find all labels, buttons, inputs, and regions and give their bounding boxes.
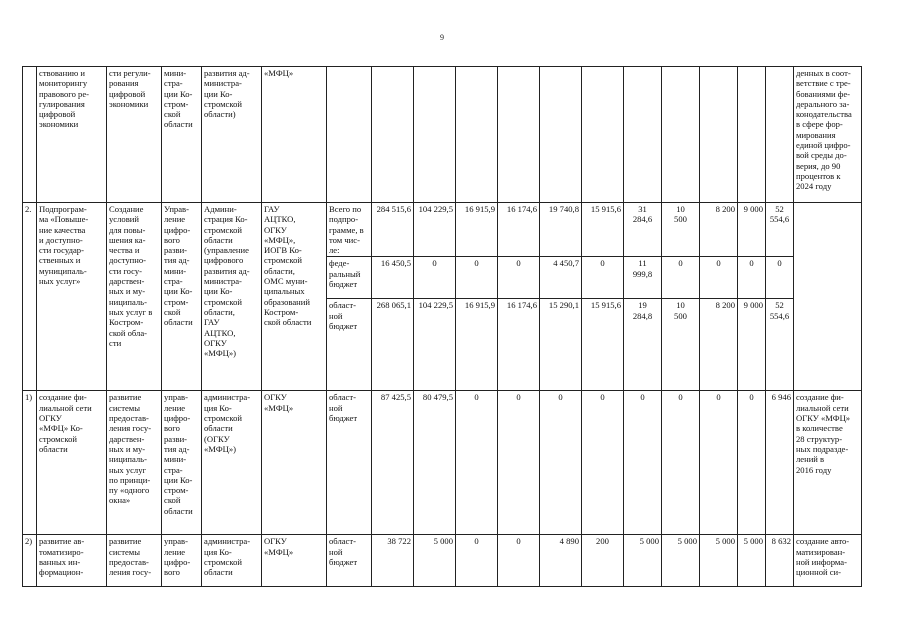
value-cell: 0 xyxy=(498,535,540,587)
activity-row xyxy=(23,535,862,587)
value-cell: 0 xyxy=(498,257,540,299)
value-cell: 19 284,8 xyxy=(624,299,662,391)
continuation-row xyxy=(23,67,862,203)
value-cell: 9 000 xyxy=(738,299,766,391)
value-cell: 0 xyxy=(738,391,766,535)
activity-row xyxy=(23,391,862,535)
coexecutor-cell: управ- ление цифро- вого xyxy=(162,535,202,587)
value-cell: 0 xyxy=(700,391,738,535)
responsible-cell: администра- ция Ко- стромской области (ОГКУ «МФЦ») xyxy=(202,391,262,535)
value-cell xyxy=(582,67,624,203)
page-number: 9 xyxy=(440,33,444,42)
value-cell: 16 450,5 xyxy=(372,257,414,299)
value-cell: 268 065,1 xyxy=(372,299,414,391)
value-cell: 0 xyxy=(766,257,794,299)
index-cell xyxy=(23,67,37,203)
activity-name-cell: создание фи- лиальной сети ОГКУ «МФЦ» Ко- стромской области xyxy=(37,391,107,535)
value-cell: 16 174,6 xyxy=(498,203,540,257)
value-cell xyxy=(456,67,498,203)
result-cell: создание фи- лиальной сети ОГКУ «МФЦ» в количестве 28 структур- ных подразде- лений в 2016 году xyxy=(794,391,862,535)
program-budget-table xyxy=(22,66,862,587)
value-cell: 15 915,6 xyxy=(582,299,624,391)
value-cell: 4 890 xyxy=(540,535,582,587)
value-cell: 0 xyxy=(738,257,766,299)
value-cell xyxy=(414,67,456,203)
value-cell: 200 xyxy=(582,535,624,587)
participant-cell: «МФЦ» xyxy=(262,67,327,203)
value-cell xyxy=(372,67,414,203)
value-cell: 19 740,8 xyxy=(540,203,582,257)
value-cell: 10 500 xyxy=(662,299,700,391)
value-cell xyxy=(766,67,794,203)
value-cell: 15 290,1 xyxy=(540,299,582,391)
result-cell xyxy=(794,203,862,391)
value-cell: 5 000 xyxy=(662,535,700,587)
value-cell: 16 174,6 xyxy=(498,299,540,391)
source-cell: феде- ральный бюджет xyxy=(327,257,372,299)
coexecutor-cell: Управ- ление цифро- вого разви- тия ад- мини- стра- ции Ко- стром- ской области xyxy=(162,203,202,391)
value-cell: 5 000 xyxy=(700,535,738,587)
participant-cell: ГАУ АЦТКО, ОГКУ «МФЦ», ИОГВ Ко- стромской области, ОМС муни- ципальных образований Костром- ской области xyxy=(262,203,327,391)
responsible-cell: Админи- страция Ко- стромской области (управление цифрового развития ад- министра- ции Ко- стромской области, ГАУ АЦТКО, ОГКУ «МФЦ») xyxy=(202,203,262,391)
coexecutor-cell: управ- ление цифро- вого разви- тия ад- мини- стра- ции Ко- стром- ской области xyxy=(162,391,202,535)
value-cell xyxy=(498,67,540,203)
value-cell: 5 000 xyxy=(624,535,662,587)
value-cell: 10 500 xyxy=(662,203,700,257)
responsible-cell: администра- ция Ко- стромской области xyxy=(202,535,262,587)
index-cell: 1) xyxy=(23,391,37,535)
value-cell: 8 200 xyxy=(700,299,738,391)
coexecutor-cell: мини- стра- ции Ко- стром- ской области xyxy=(162,67,202,203)
value-cell: 0 xyxy=(414,257,456,299)
goal-cell: сти регули- рования цифровой экономики xyxy=(107,67,162,203)
value-cell: 0 xyxy=(582,391,624,535)
value-cell: 104 229,5 xyxy=(414,299,456,391)
subprogram-row-total xyxy=(23,203,862,257)
value-cell xyxy=(662,67,700,203)
value-cell: 16 915,9 xyxy=(456,299,498,391)
value-cell: 0 xyxy=(582,257,624,299)
value-cell: 52 554,6 xyxy=(766,203,794,257)
value-cell: 80 479,5 xyxy=(414,391,456,535)
value-cell: 0 xyxy=(700,257,738,299)
value-cell: 0 xyxy=(498,391,540,535)
value-cell xyxy=(738,67,766,203)
value-cell: 11 999,8 xyxy=(624,257,662,299)
value-cell xyxy=(624,67,662,203)
value-cell: 87 425,5 xyxy=(372,391,414,535)
subprogram-name-cell: Подпрограм- ма «Повыше- ние качества и доступно- сти государ- ственных и муниципаль- ных услуг» xyxy=(37,203,107,391)
value-cell: 0 xyxy=(456,535,498,587)
value-cell: 0 xyxy=(662,257,700,299)
source-cell: област- ной бюджет xyxy=(327,299,372,391)
goal-cell: развитие системы предостав- ления госу- дарствен- ных и му- ниципаль- ных услуг по принци- пу «одного окна» xyxy=(107,391,162,535)
value-cell: 52 554,6 xyxy=(766,299,794,391)
participant-cell: ОГКУ «МФЦ» xyxy=(262,391,327,535)
value-cell: 31 284,6 xyxy=(624,203,662,257)
source-cell: област- ной бюджет xyxy=(327,391,372,535)
value-cell: 16 915,9 xyxy=(456,203,498,257)
value-cell: 0 xyxy=(456,391,498,535)
responsible-cell: развития ад- министра- ции Ко- стромской области) xyxy=(202,67,262,203)
value-cell: 0 xyxy=(624,391,662,535)
activity-name-cell: развитие ав- томатизиро- ванных ин- формацион- xyxy=(37,535,107,587)
value-cell: 284 515,6 xyxy=(372,203,414,257)
value-cell: 0 xyxy=(662,391,700,535)
value-cell xyxy=(700,67,738,203)
value-cell xyxy=(540,67,582,203)
value-cell: 9 000 xyxy=(738,203,766,257)
index-cell: 2) xyxy=(23,535,37,587)
participant-cell: ОГКУ «МФЦ» xyxy=(262,535,327,587)
result-cell: создание авто- матизирован- ной информа- ционной си- xyxy=(794,535,862,587)
value-cell: 5 000 xyxy=(414,535,456,587)
value-cell: 6 946 xyxy=(766,391,794,535)
value-cell: 15 915,6 xyxy=(582,203,624,257)
index-cell: 2. xyxy=(23,203,37,391)
value-cell: 0 xyxy=(456,257,498,299)
goal-cell: развитие системы предостав- ления госу- xyxy=(107,535,162,587)
value-cell: 0 xyxy=(540,391,582,535)
value-cell: 5 000 xyxy=(738,535,766,587)
value-cell: 38 722 xyxy=(372,535,414,587)
value-cell: 4 450,7 xyxy=(540,257,582,299)
value-cell: 8 200 xyxy=(700,203,738,257)
source-cell xyxy=(327,67,372,203)
value-cell: 104 229,5 xyxy=(414,203,456,257)
source-cell: Всего по подпро- грамме, в том чис- ле: xyxy=(327,203,372,257)
result-cell: денных в соот- ветствие с тре- бованиями фе- дерального за- конодательства в сфере фор- мирования единой цифро- вой среды до- верия, до 90 процентов к 2024 году xyxy=(794,67,862,203)
name-cell: ствованию и мониторингу правового ре- гулирования цифровой экономики xyxy=(37,67,107,203)
goal-cell: Создание условий для повы- шения ка- чества и доступно- сти госу- дарствен- ных и му- ниципаль- ных услуг в Костром- ской обла- сти xyxy=(107,203,162,391)
value-cell: 8 632 xyxy=(766,535,794,587)
source-cell: област- ной бюджет xyxy=(327,535,372,587)
